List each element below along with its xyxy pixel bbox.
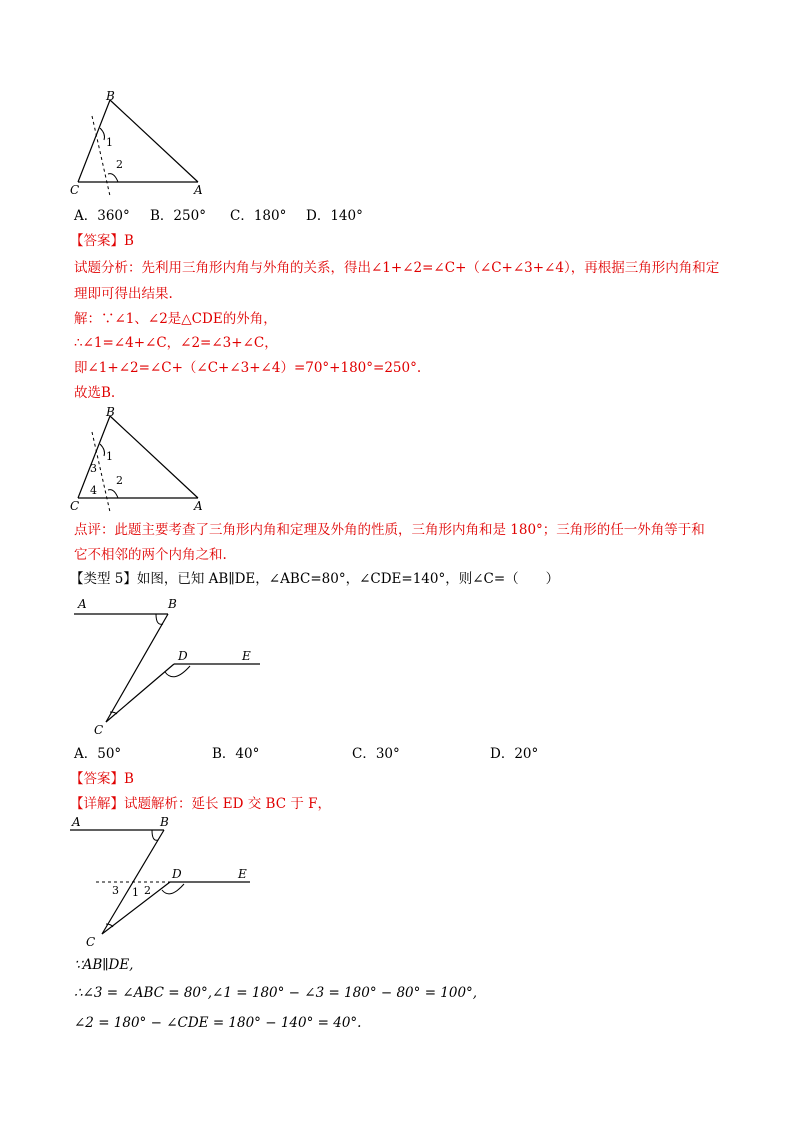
vertex-a-label: A	[194, 499, 203, 513]
point-b-label: B	[168, 597, 177, 611]
angle-cde-arc	[165, 666, 190, 677]
point-e-label: E	[238, 867, 247, 881]
option-c: C．180°	[230, 208, 287, 224]
analysis-line-4: ∴∠1=∠4+∠C，∠2=∠3+∠C，	[74, 335, 278, 351]
point-e-label: E	[242, 649, 251, 663]
point-b-label: B	[160, 815, 169, 829]
answer-value: B	[124, 771, 134, 787]
angle-1-label: 1	[106, 136, 113, 149]
answer-line-5	[70, 770, 134, 788]
option-a: A．50°	[74, 746, 122, 762]
angle-2-label: 2	[144, 884, 151, 897]
vertex-c-label: C	[70, 183, 80, 197]
option-d: D．20°	[490, 746, 539, 762]
solution-line-1: ∵AB∥DE,	[74, 957, 134, 973]
angle-2-label: 2	[116, 158, 123, 171]
analysis-line-2: 理即可得出结果.	[74, 286, 173, 302]
triangle-figure-1	[60, 88, 220, 198]
answer-line-1	[70, 232, 134, 250]
parallel-lines-figure	[70, 594, 270, 744]
angle-3-label: 3	[90, 462, 97, 475]
answer-tag: 【答案】	[70, 233, 124, 249]
analysis-line-3: 解：∵∠1、∠2是△CDE的外角，	[74, 311, 277, 327]
vertex-c-label: C	[70, 499, 80, 513]
angle-1-arc	[100, 128, 105, 140]
option-c: C．30°	[352, 746, 400, 762]
angle-4-label: 4	[90, 484, 97, 497]
analysis-line-6: 故选B.	[74, 385, 116, 401]
angle-abc-arc	[156, 614, 163, 624]
vertex-b-label: B	[106, 89, 115, 103]
angle-1-arc	[100, 444, 105, 456]
answer-value: B	[124, 233, 134, 249]
analysis-line-5: 即∠1+∠2=∠C+（∠C+∠3+∠4）=70°+180°=250°.	[74, 360, 422, 376]
angle-2-label: 2	[116, 474, 123, 487]
point-c-label: C	[86, 935, 96, 949]
question-type-tag: 【类型 5】	[70, 571, 137, 587]
angle-1-label: 1	[106, 450, 113, 463]
point-d-label: D	[178, 649, 188, 663]
angle-abc-arc	[152, 830, 158, 840]
option-b: B．250°	[150, 208, 206, 224]
point-a-label: A	[78, 597, 87, 611]
comment-line-1: 点评：此题主要考查了三角形内角和定理及外角的性质，三角形内角和是 180°；三角形的任一外角等于和	[74, 522, 705, 538]
question-5	[70, 570, 559, 588]
point-c-label: C	[94, 723, 104, 737]
detail-line	[70, 795, 331, 813]
analysis-line-1: 试题分析：先利用三角形内角与外角的关系，得出∠1+∠2=∠C+（∠C+∠3+∠4），再根据三角形内角和定	[74, 260, 720, 276]
answer-tag: 【答案】	[70, 771, 124, 787]
vertex-a-label: A	[194, 183, 203, 197]
angle-3-label: 3	[112, 884, 119, 897]
triangle-figure-2	[60, 404, 220, 516]
option-a: A．360°	[74, 208, 130, 224]
solution-line-2: ∴∠3 = ∠ABC = 80°,∠1 = 180° − ∠3 = 180° − 80° = 100°,	[74, 985, 478, 1001]
angle-2-arc	[108, 174, 118, 182]
vertex-b-label: B	[106, 405, 115, 419]
dashed-line	[92, 116, 110, 196]
detail-tag: 【详解】	[70, 796, 124, 812]
option-b: B．40°	[212, 746, 260, 762]
detail-text: 试题解析：延长 ED 交 BC 于 F，	[124, 796, 332, 812]
point-d-label: D	[172, 867, 182, 881]
side-ba	[110, 416, 198, 498]
option-d: D．140°	[306, 208, 363, 224]
line-bc	[106, 614, 168, 722]
parallel-lines-solution-figure	[66, 812, 266, 952]
angle-1-label: 1	[132, 886, 139, 899]
point-a-label: A	[72, 815, 81, 829]
comment-line-2: 它不相邻的两个内角之和.	[74, 547, 227, 563]
question-stem: 如图，已知 AB∥DE，∠ABC=80°，∠CDE=140°，则∠C=（ ）	[136, 571, 560, 587]
side-ba	[110, 100, 198, 182]
angle-2-arc	[108, 490, 118, 498]
solution-line-3: ∠2 = 180° − ∠CDE = 180° − 140° = 40°.	[74, 1015, 362, 1031]
